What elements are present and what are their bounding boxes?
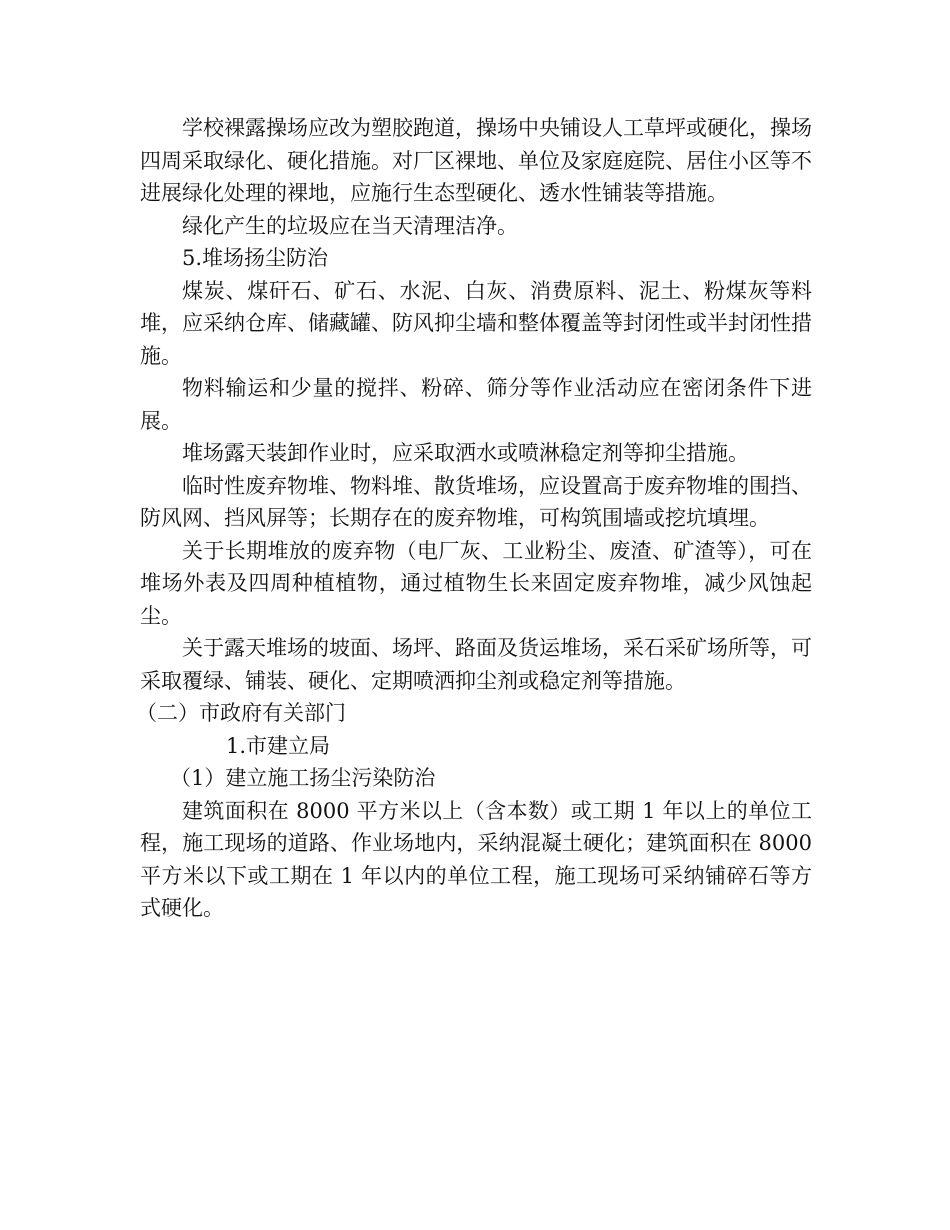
paragraph-green-waste: 绿化产生的垃圾应在当天清理洁净。 (182, 213, 518, 238)
section-heading-construction-dust: （1）建立施工扬尘污染防治 (170, 766, 436, 790)
paragraph-open-loading: 堆场露天装卸作业时，应采取洒水或喷淋稳定剂等抑尘措施。 (182, 441, 749, 465)
paragraph-open-yard-surfaces: 关于露天堆场的坡面、场坪、路面及货运堆场，采石采矿场所等，可采取覆绿、铺装、硬化、定期喷洒抑尘剂或稳定剂等措施。 (140, 636, 812, 693)
paragraph-material-transport: 物料输运和少量的搅拌、粉碎、筛分等作业活动应在密闭条件下进展。 (140, 376, 812, 433)
paragraph-playground-hardening: 学校裸露操场应改为塑胶跑道，操场中央铺设人工草坪或硬化，操场四周采取绿化、硬化措施。对厂区裸地、单位及家庭庭院、居住小区等不进展绿化处理的裸地，应施行生态型硬化、透水性铺装等措施。 (140, 116, 812, 205)
section-heading-government-departments: （二）市政府有关部门 (136, 701, 346, 725)
paragraph-material-piles: 煤炭、煤矸石、矿石、水泥、白灰、消费原料、泥土、粉煤灰等料堆，应采纳仓库、储藏罐、防风抑尘墙和整体覆盖等封闭性或半封闭性措施。 (140, 278, 812, 368)
paragraph-temporary-waste: 临时性废弃物堆、物料堆、散货堆场，应设置高于废弃物堆的围挡、防风网、挡风屏等；长期存在的废弃物堆，可构筑围墙或挖坑填埋。 (140, 473, 812, 530)
section-heading-construction-bureau: 1.市建立局 (226, 733, 331, 758)
section-heading-stockpile-dust: 5.堆场扬尘防治 (182, 246, 329, 270)
paragraph-site-hardening: 建筑面积在 8000 平方米以上（含本数）或工期 1 年以上的单位工程，施工现场的道路、作业场地内，采纳混凝土硬化；建筑面积在 8000 平方米以下或工期在 1 年以内的单位工程，施工现场可采纳铺碎石等方式硬化。 (140, 798, 812, 920)
document-body (136, 112, 812, 925)
paragraph-long-term-waste: 关于长期堆放的废弃物（电厂灰、工业粉尘、废渣、矿渣等），可在堆场外表及四周种植植物，通过植物生长来固定废弃物堆，减少风蚀起尘。 (140, 538, 812, 628)
